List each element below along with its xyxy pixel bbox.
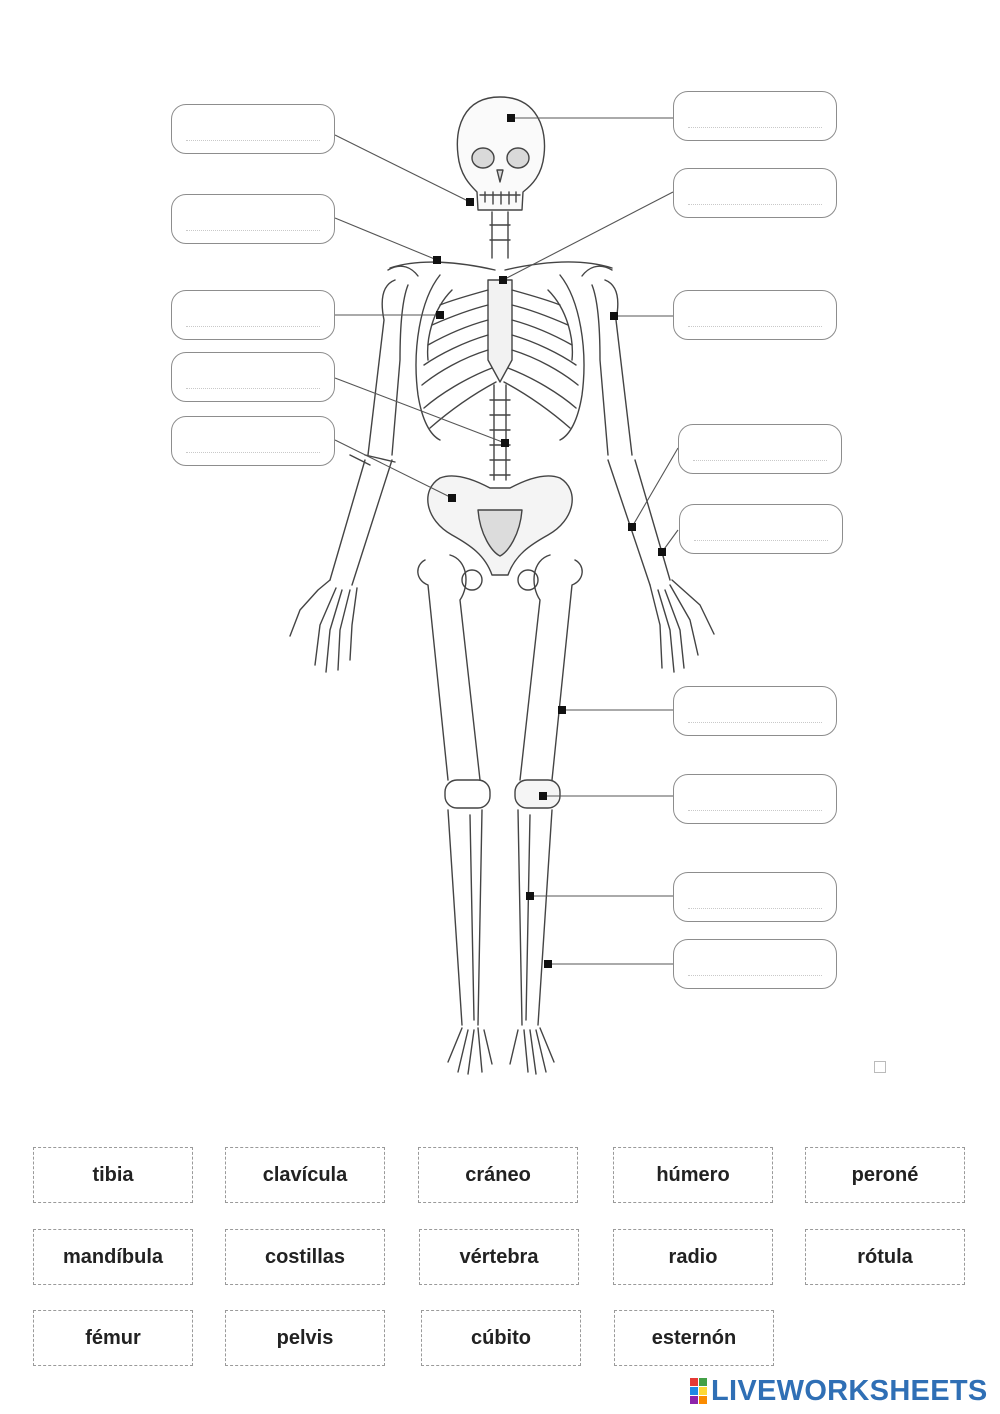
answer-box-clavicle[interactable] (171, 194, 335, 244)
logo-tile (690, 1396, 698, 1404)
dotted-line (186, 326, 320, 327)
word-card-humero[interactable]: húmero (613, 1147, 773, 1203)
word-card-pelvis[interactable]: pelvis (225, 1310, 385, 1366)
answer-box-patella[interactable] (673, 774, 837, 824)
dotted-line (186, 140, 320, 141)
dotted-line (688, 326, 822, 327)
word-card-perone[interactable]: peroné (805, 1147, 965, 1203)
answer-box-femur[interactable] (673, 686, 837, 736)
word-card-vertebra[interactable]: vértebra (419, 1229, 579, 1285)
answer-box-skull[interactable] (673, 91, 837, 141)
word-card-rotula[interactable]: rótula (805, 1229, 965, 1285)
answer-box-sternum[interactable] (673, 168, 837, 218)
copyright-icon (874, 1061, 886, 1073)
answer-box-pelvis[interactable] (171, 416, 335, 466)
dotted-line (688, 810, 822, 811)
word-card-costillas[interactable]: costillas (225, 1229, 385, 1285)
answer-box-radius[interactable] (679, 504, 843, 554)
logo-tile (699, 1378, 707, 1386)
answer-box-ulna[interactable] (678, 424, 842, 474)
skull-drawing (457, 97, 544, 210)
word-card-clavicula[interactable]: clavícula (225, 1147, 385, 1203)
dotted-line (694, 540, 828, 541)
word-card-radio[interactable]: radio (613, 1229, 773, 1285)
answer-box-humerus[interactable] (673, 290, 837, 340)
liveworksheets-logo (690, 1375, 988, 1407)
word-card-tibia[interactable]: tibia (33, 1147, 193, 1203)
answer-box-fibula[interactable] (673, 939, 837, 989)
word-card-craneo[interactable]: cráneo (418, 1147, 578, 1203)
dotted-line (186, 230, 320, 231)
dotted-line (688, 127, 822, 128)
word-card-femur[interactable]: fémur (33, 1310, 193, 1366)
word-card-esternon[interactable]: esternón (614, 1310, 774, 1366)
answer-box-vertebra[interactable] (171, 352, 335, 402)
dotted-line (688, 204, 822, 205)
dotted-line (186, 452, 320, 453)
answer-box-mandible[interactable] (171, 104, 335, 154)
dotted-line (688, 975, 822, 976)
dotted-line (688, 722, 822, 723)
brand-name: LIVEWORKSHEETS (711, 1374, 988, 1407)
logo-tile (690, 1387, 698, 1395)
word-card-mandibula[interactable]: mandíbula (33, 1229, 193, 1285)
answer-box-ribs[interactable] (171, 290, 335, 340)
logo-icon (690, 1378, 707, 1404)
logo-tile (699, 1396, 707, 1404)
dotted-line (688, 908, 822, 909)
pelvis-drawing (428, 476, 572, 590)
dotted-line (693, 460, 827, 461)
answer-box-tibia[interactable] (673, 872, 837, 922)
logo-tile (690, 1378, 698, 1386)
word-card-cubito[interactable]: cúbito (421, 1310, 581, 1366)
logo-tile (699, 1387, 707, 1395)
dotted-line (186, 388, 320, 389)
